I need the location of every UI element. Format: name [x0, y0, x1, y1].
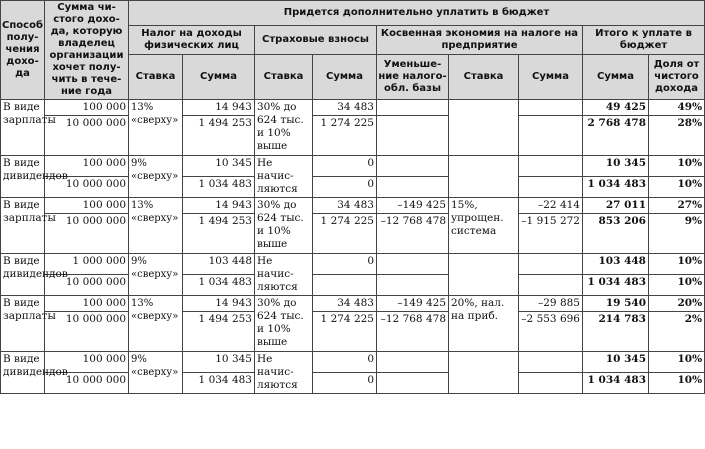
base-reduction-cell — [377, 100, 449, 116]
header-ndfl: Налог на доходы физических лиц — [129, 26, 255, 55]
indirect-sum-cell: –1 915 272 — [519, 214, 583, 254]
ndfl-rate-cell: 13% «сверху» — [129, 198, 183, 254]
total-sum-cell: 10 345 — [583, 156, 649, 177]
total-sum-cell: 2 768 478 — [583, 116, 649, 156]
table-row — [1, 275, 705, 296]
base-reduction-cell — [377, 177, 449, 198]
ins-rate-cell: 30% до 624 тыс. и 10% выше — [255, 100, 313, 156]
ins-sum-cell: 0 — [313, 352, 377, 373]
indirect-sum-cell — [519, 275, 583, 296]
indirect-sum-cell — [519, 156, 583, 177]
ndfl-sum-cell: 1 494 253 — [183, 214, 255, 254]
ndfl-rate-cell: 9% «сверху» — [129, 156, 183, 198]
method-cell: В виде дивидендов — [1, 352, 45, 394]
header-row-1 — [1, 1, 705, 26]
indirect-sum-cell — [519, 352, 583, 373]
total-sum-cell: 49 425 — [583, 100, 649, 116]
share-cell: 10% — [649, 156, 705, 177]
indirect-sum-cell — [519, 177, 583, 198]
total-sum-cell: 10 345 — [583, 352, 649, 373]
share-cell: 28% — [649, 116, 705, 156]
base-reduction-cell — [377, 373, 449, 394]
income-cell: 100 000 — [45, 198, 129, 214]
header-total-sum: Сумма — [583, 55, 649, 100]
share-cell: 10% — [649, 177, 705, 198]
header-ndfl-rate: Ставка — [129, 55, 183, 100]
table-row — [1, 100, 705, 116]
indirect-sum-cell — [519, 100, 583, 116]
share-cell: 2% — [649, 312, 705, 352]
share-cell: 20% — [649, 296, 705, 312]
income-cell: 100 000 — [45, 156, 129, 177]
base-reduction-cell: –12 768 478 — [377, 312, 449, 352]
indirect-sum-cell — [519, 116, 583, 156]
table-row — [1, 156, 705, 177]
ins-sum-cell: 0 — [313, 373, 377, 394]
indirect-sum-cell — [519, 373, 583, 394]
total-sum-cell: 853 206 — [583, 214, 649, 254]
indirect-rate-cell: 15%, упрощен. система — [449, 198, 519, 254]
indirect-sum-cell: –2 553 696 — [519, 312, 583, 352]
ndfl-sum-cell: 14 943 — [183, 100, 255, 116]
table-row — [1, 254, 705, 275]
ndfl-sum-cell: 1 494 253 — [183, 312, 255, 352]
ins-sum-cell: 0 — [313, 156, 377, 177]
indirect-rate-cell — [449, 352, 519, 394]
base-reduction-cell — [377, 116, 449, 156]
ndfl-sum-cell: 10 345 — [183, 352, 255, 373]
table-row — [1, 177, 705, 198]
income-cell: 10 000 000 — [45, 214, 129, 254]
header-method: Способ получения дохода — [1, 1, 45, 100]
income-cell: 10 000 000 — [45, 312, 129, 352]
header-insurance: Страховые взносы — [255, 26, 377, 55]
share-cell: 9% — [649, 214, 705, 254]
method-cell: В виде зарплаты — [1, 296, 45, 352]
income-cell: 100 000 — [45, 352, 129, 373]
income-cell: 10 000 000 — [45, 275, 129, 296]
base-reduction-cell — [377, 352, 449, 373]
base-reduction-cell — [377, 156, 449, 177]
table-row — [1, 214, 705, 254]
ndfl-rate-cell: 13% «сверху» — [129, 296, 183, 352]
table-row — [1, 198, 705, 214]
share-cell: 10% — [649, 275, 705, 296]
header-total: Итого к уплате в бюджет — [583, 26, 705, 55]
ndfl-rate-cell: 13% «сверху» — [129, 100, 183, 156]
ndfl-sum-cell: 14 943 — [183, 296, 255, 312]
indirect-rate-cell — [449, 254, 519, 296]
ins-sum-cell: 34 483 — [313, 100, 377, 116]
share-cell: 10% — [649, 254, 705, 275]
method-cell: В виде зарплаты — [1, 100, 45, 156]
table-row — [1, 373, 705, 394]
ndfl-rate-cell: 9% «сверху» — [129, 352, 183, 394]
ndfl-sum-cell: 14 943 — [183, 198, 255, 214]
indirect-sum-cell — [519, 254, 583, 275]
base-reduction-cell — [377, 254, 449, 275]
ins-sum-cell: 34 483 — [313, 296, 377, 312]
ins-sum-cell: 34 483 — [313, 198, 377, 214]
total-sum-cell: 1 034 483 — [583, 275, 649, 296]
share-cell: 49% — [649, 100, 705, 116]
ndfl-sum-cell: 10 345 — [183, 156, 255, 177]
header-ins-rate: Ставка — [255, 55, 313, 100]
indirect-rate-cell — [449, 100, 519, 156]
ins-sum-cell: 0 — [313, 254, 377, 275]
income-cell: 10 000 000 — [45, 116, 129, 156]
income-cell: 1 000 000 — [45, 254, 129, 275]
ins-rate-cell: Не начисляются — [255, 254, 313, 296]
base-reduction-cell: –12 768 478 — [377, 214, 449, 254]
header-indirect-rate: Ставка — [449, 55, 519, 100]
total-sum-cell: 103 448 — [583, 254, 649, 275]
header-ins-sum: Сумма — [313, 55, 377, 100]
ins-rate-cell: Не начисляются — [255, 156, 313, 198]
ins-sum-cell: 1 274 225 — [313, 116, 377, 156]
indirect-sum-cell: –22 414 — [519, 198, 583, 214]
indirect-rate-cell — [449, 156, 519, 198]
ndfl-sum-cell: 1 034 483 — [183, 177, 255, 198]
income-cell: 100 000 — [45, 296, 129, 312]
method-cell: В виде дивидендов — [1, 254, 45, 296]
share-cell: 27% — [649, 198, 705, 214]
indirect-sum-cell: –29 885 — [519, 296, 583, 312]
ins-sum-cell: 0 — [313, 177, 377, 198]
base-reduction-cell — [377, 275, 449, 296]
indirect-rate-cell: 20%, нал. на приб. — [449, 296, 519, 352]
ins-rate-cell: Не начисляются — [255, 352, 313, 394]
method-cell: В виде дивидендов — [1, 156, 45, 198]
method-cell: В виде зарплаты — [1, 198, 45, 254]
base-reduction-cell: –149 425 — [377, 198, 449, 214]
table-row — [1, 352, 705, 373]
ndfl-sum-cell: 1 034 483 — [183, 373, 255, 394]
income-cell: 100 000 — [45, 100, 129, 116]
table-row — [1, 296, 705, 312]
table-row — [1, 116, 705, 156]
header-base-reduction: Уменьшение налогообл. базы — [377, 55, 449, 100]
header-ndfl-sum: Сумма — [183, 55, 255, 100]
income-cell: 10 000 000 — [45, 177, 129, 198]
header-share: Доля от чистого дохода — [649, 55, 705, 100]
header-indirect-sum: Сумма — [519, 55, 583, 100]
ndfl-sum-cell: 1 494 253 — [183, 116, 255, 156]
ins-rate-cell: 30% до 624 тыс. и 10% выше — [255, 296, 313, 352]
ndfl-sum-cell: 103 448 — [183, 254, 255, 275]
total-sum-cell: 1 034 483 — [583, 177, 649, 198]
ins-sum-cell: 1 274 225 — [313, 214, 377, 254]
ins-rate-cell: 30% до 624 тыс. и 10% выше — [255, 198, 313, 254]
table-row — [1, 312, 705, 352]
header-net-income: Сумма чистого дохода, которую владелец организации хочет получить в течение года — [45, 1, 129, 100]
header-budget: Придется дополнительно уплатить в бюджет — [129, 1, 705, 26]
total-sum-cell: 27 011 — [583, 198, 649, 214]
ndfl-sum-cell: 1 034 483 — [183, 275, 255, 296]
total-sum-cell: 19 540 — [583, 296, 649, 312]
share-cell: 10% — [649, 373, 705, 394]
base-reduction-cell: –149 425 — [377, 296, 449, 312]
income-cell: 10 000 000 — [45, 373, 129, 394]
ndfl-rate-cell: 9% «сверху» — [129, 254, 183, 296]
ins-sum-cell — [313, 275, 377, 296]
ins-sum-cell: 1 274 225 — [313, 312, 377, 352]
total-sum-cell: 214 783 — [583, 312, 649, 352]
header-indirect: Косвенная экономия на налоге на предприятие — [377, 26, 583, 55]
total-sum-cell: 1 034 483 — [583, 373, 649, 394]
share-cell: 10% — [649, 352, 705, 373]
